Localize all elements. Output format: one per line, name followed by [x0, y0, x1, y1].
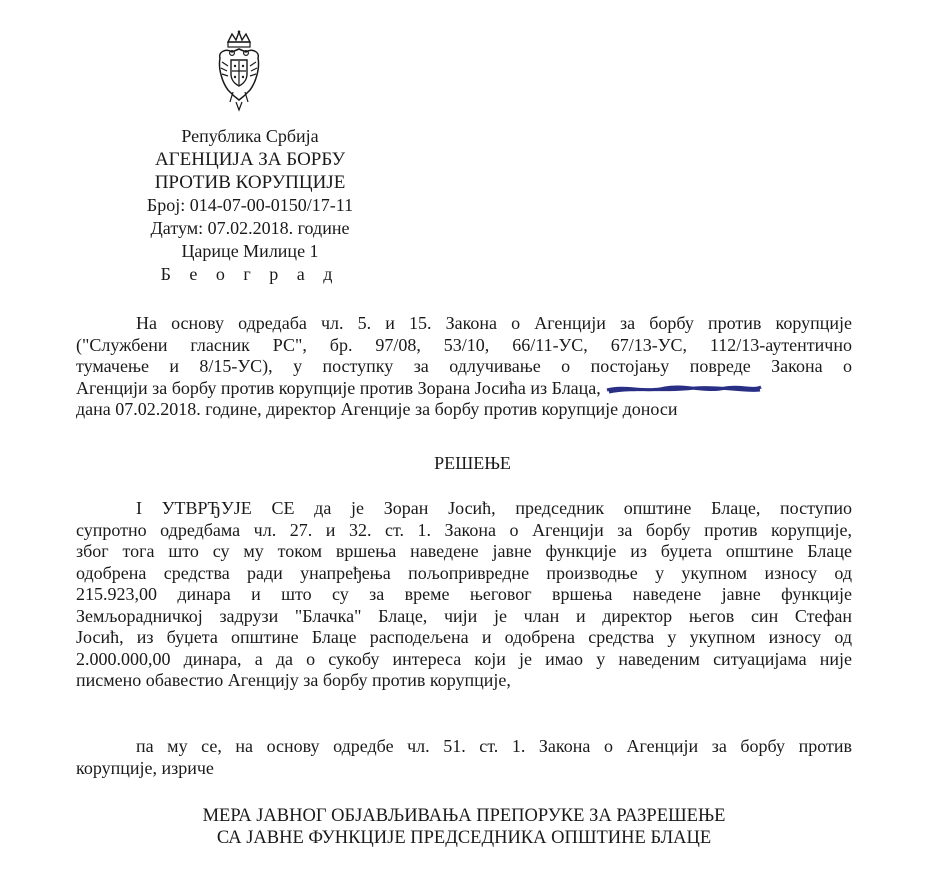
- header-republic: Република Србија: [181, 126, 319, 146]
- intro-line: тумачење и 8/15-УС), у поступку за одлучивање о постојању повреде Закона о: [76, 356, 852, 376]
- measure-intro-line: па му се, на основу одредбе чл. 51. ст. 1. Закона о Агенцији за борбу против: [136, 736, 852, 756]
- decision-line: Јосић, из буџета општине Блаце расподељена и одобрена средства у укупном износу од: [76, 627, 852, 647]
- header-date: Датум: 07.02.2018. године: [150, 218, 350, 238]
- header-city: Б е о г р а д: [160, 264, 340, 284]
- header-number: Број: 014-07-00-0150/17-11: [146, 195, 354, 215]
- decision-line: супротно одредбама чл. 27. и 32. ст. 1. Закона о Агенцији за борбу против корупције,: [76, 519, 852, 540]
- decision-line: одобрена средства ради унапређења пољопривредне производње у укупном износу од: [76, 562, 852, 583]
- measure-title-line2: СА ЈАВНЕ ФУНКЦИЈЕ ПРЕДСЕДНИКА ОПШТИНЕ БЛАЦЕ: [216, 828, 712, 848]
- decision-line: због тога што су му током вршења наведене јавне функције из буџета општине Блаце: [76, 541, 852, 561]
- decision-line: 2.000.000,00 динара, а да о сукобу интереса који је имао у наведеним ситуацијама није: [76, 648, 852, 669]
- intro-line: На основу одредаба чл. 5. и 15. Закона о Агенцији за борбу против корупције: [136, 313, 852, 333]
- serbia-coat-of-arms-icon: [214, 30, 264, 120]
- decision-paragraph: [76, 498, 852, 692]
- redaction-scribble: [605, 384, 763, 394]
- header-address: Царице Милице 1: [181, 241, 319, 261]
- measure-intro-line: корупције, изриче: [76, 757, 214, 778]
- intro-line: ("Службени гласник РС", бр. 97/08, 53/10, 66/11-УС, 67/13-УС, 112/13-аутентично: [76, 334, 852, 355]
- decision-title: РЕШЕЊЕ: [434, 453, 511, 473]
- header-agency-line1: АГЕНЦИЈА ЗА БОРБУ: [154, 149, 346, 170]
- decision-line: Земљорадничкој задрузи "Блачка" Блаце, чији је члан и директор његов син Стефан: [76, 605, 852, 626]
- measure-title: [76, 805, 852, 849]
- intro-paragraph: [76, 313, 852, 421]
- decision-line: писмено обавестио Агенцију за борбу против корупције,: [76, 670, 511, 690]
- header-agency-line2: ПРОТИВ КОРУПЦИЈЕ: [154, 172, 346, 193]
- intro-line: Агенцији за борбу против корупције против Зорана Јосића из Блаца,: [76, 378, 852, 400]
- document-header: [100, 125, 400, 286]
- decision-line: 215.923,00 динара и што су за време његовог вршења наведене јавне функције: [76, 584, 852, 604]
- measure-intro-paragraph: [76, 736, 852, 779]
- decision-line: I УТВРЂУЈЕ СЕ да је Зоран Јосић, председник општине Блаце, поступио: [136, 498, 852, 518]
- intro-line: дана 07.02.2018. године, директор Агенције за борбу против корупције доноси: [76, 399, 678, 419]
- measure-title-line1: МЕРА ЈАВНОГ ОБЈАВЉИВАЊА ПРЕПОРУКЕ ЗА РАЗРЕШЕЊЕ: [202, 806, 726, 826]
